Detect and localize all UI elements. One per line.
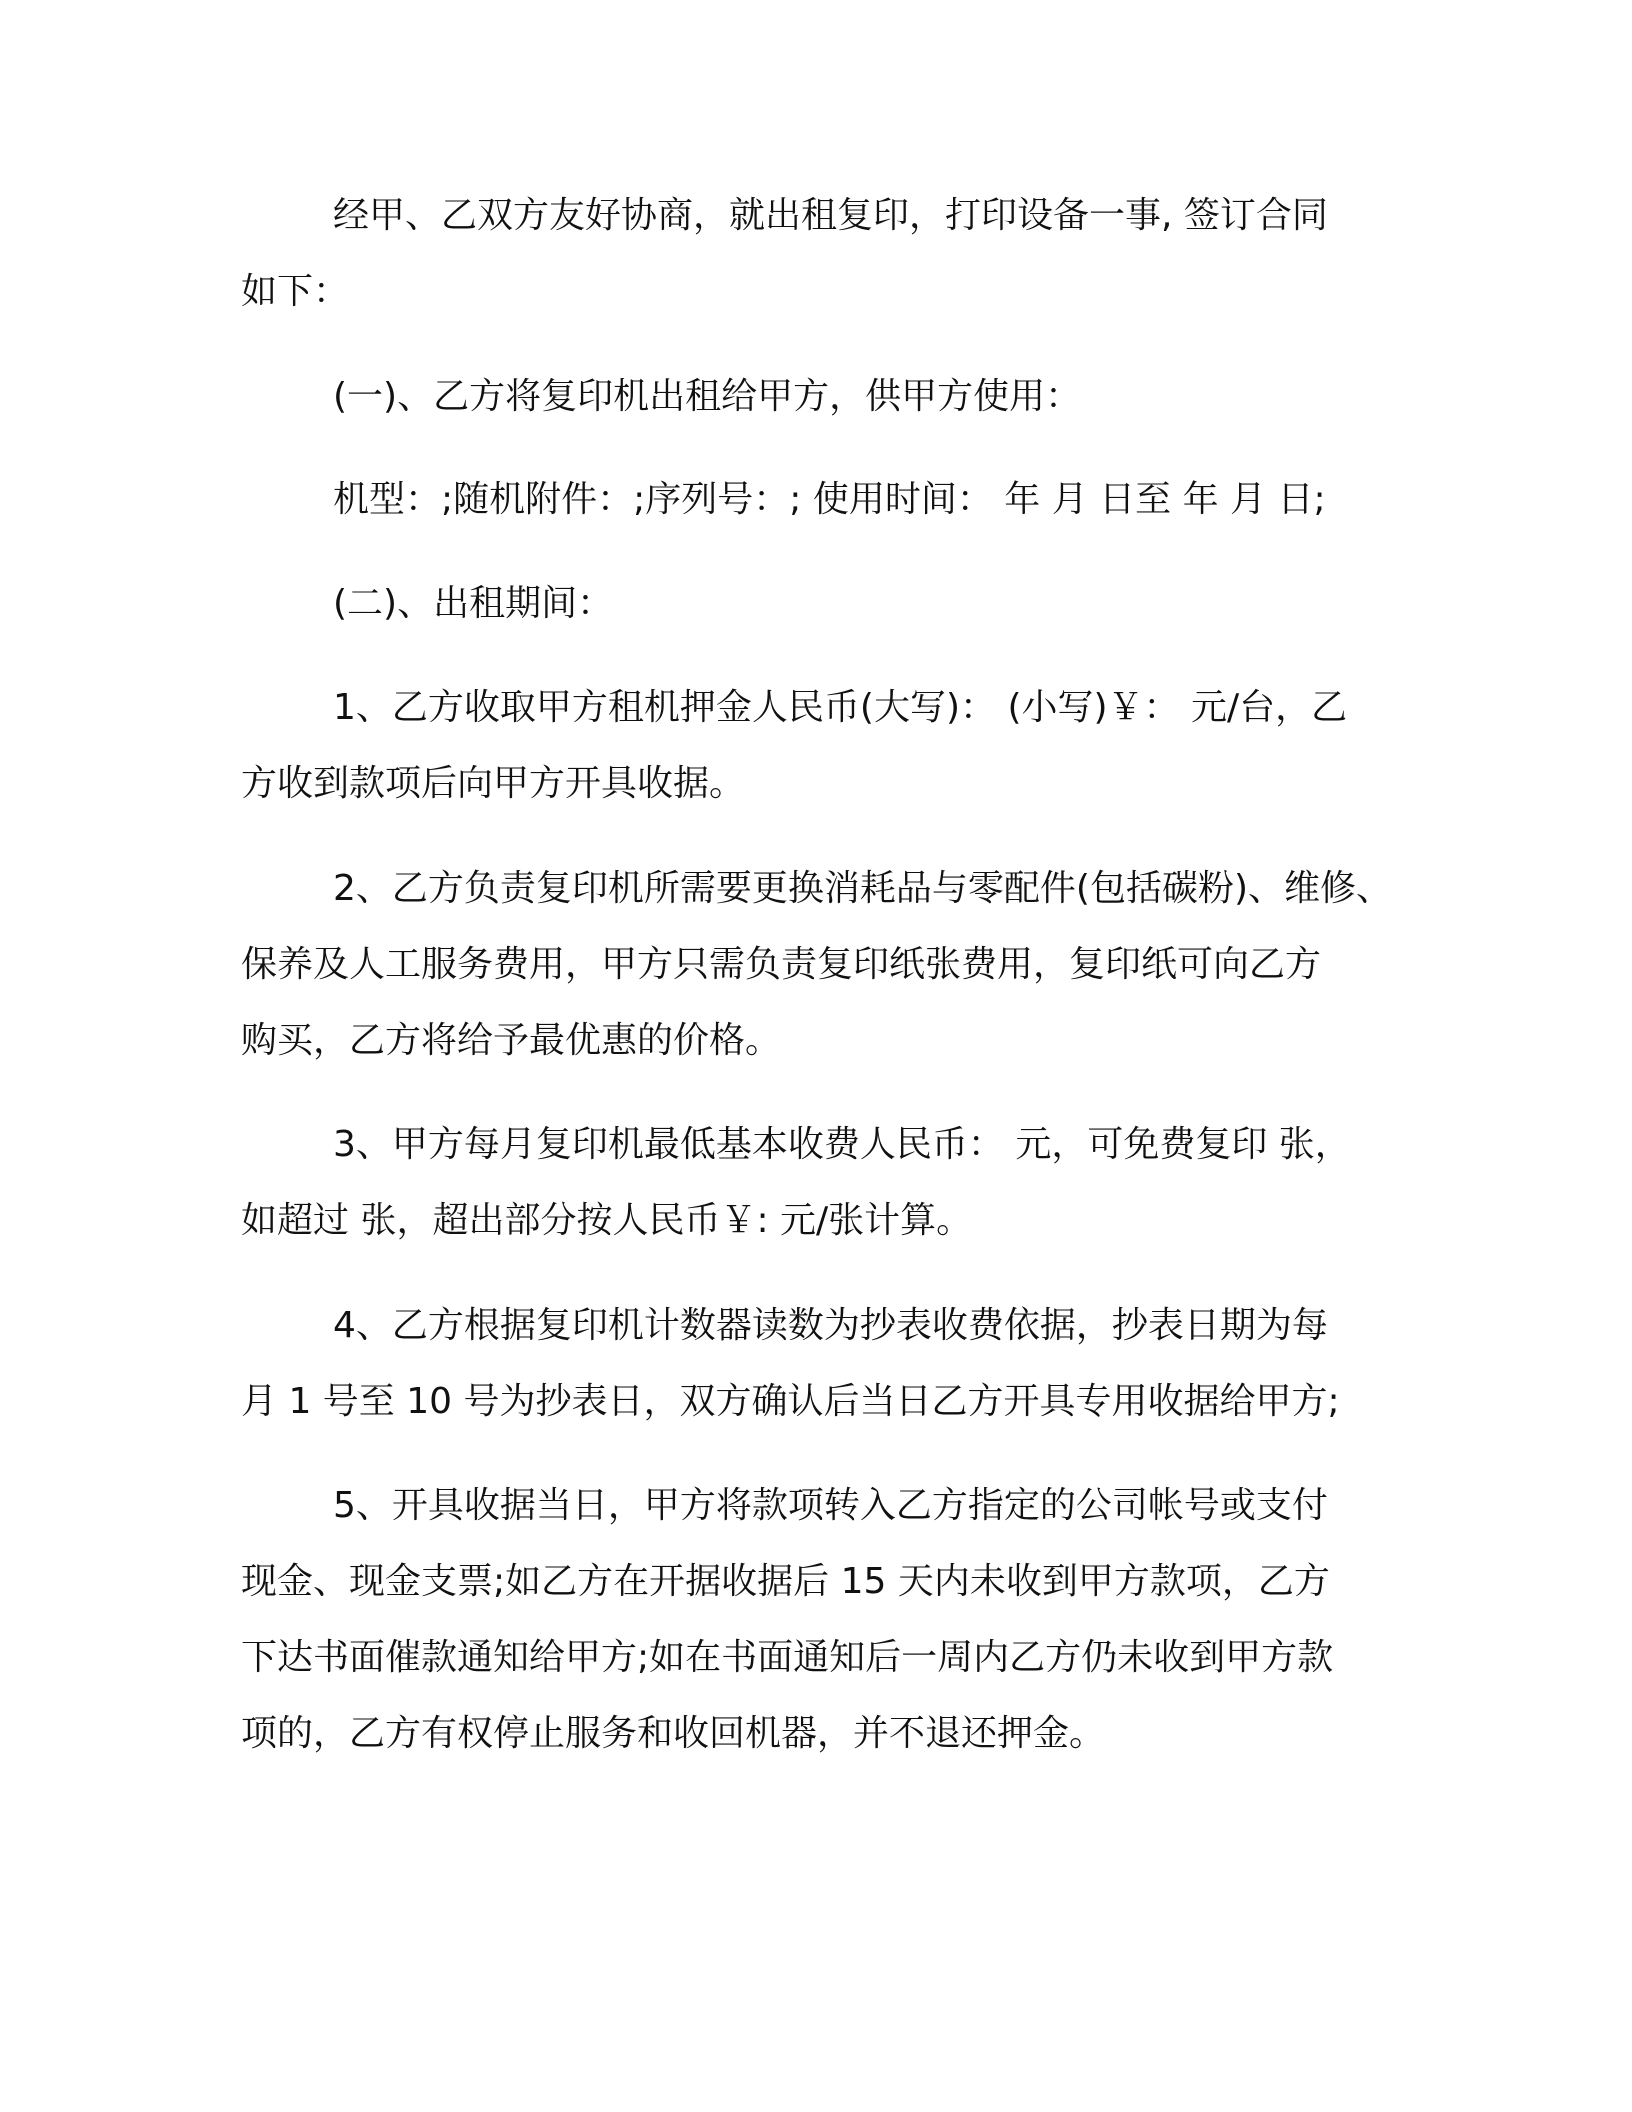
clause-2-line-2: 保养及人工服务费用，甲方只需负责复印纸张费用，复印纸可向乙方 bbox=[241, 944, 1322, 985]
clause-3-line-2: 如超过 张，超出部分按人民币￥: 元/张计算。 bbox=[241, 1200, 973, 1241]
section-1-details: 机型：;随机附件：;序列号：; 使用时间： 年 月 日至 年 月 日; bbox=[333, 479, 1326, 520]
intro-line-1: 经甲、乙双方友好协商，就出租复印，打印设备一事, 签订合同 bbox=[333, 195, 1328, 236]
clause-5-line-3: 下达书面催款通知给甲方;如在书面通知后一周内乙方仍未收到甲方款 bbox=[241, 1637, 1334, 1678]
clause-3-line-1: 3、甲方每月复印机最低基本收费人民币： 元，可免费复印 张， bbox=[333, 1124, 1351, 1165]
clause-1-line-1: 1、乙方收取甲方租机押金人民币(大写)： (小写)￥： 元/台，乙 bbox=[333, 687, 1348, 728]
section-2-heading: (二)、出租期间： bbox=[333, 583, 614, 624]
intro-line-2: 如下： bbox=[241, 271, 350, 312]
clause-5-line-1: 5、开具收据当日，甲方将款项转入乙方指定的公司帐号或支付 bbox=[333, 1485, 1328, 1526]
clause-2-line-1: 2、乙方负责复印机所需要更换消耗品与零配件(包括碳粉)、维修、 bbox=[333, 868, 1392, 909]
clause-5-line-4: 项的，乙方有权停止服务和收回机器，并不退还押金。 bbox=[241, 1713, 1106, 1754]
clause-4-line-1: 4、乙方根据复印机计数器读数为抄表收费依据，抄表日期为每 bbox=[333, 1305, 1328, 1346]
clause-1-line-2: 方收到款项后向甲方开具收据。 bbox=[241, 763, 746, 804]
clause-5-line-2: 现金、现金支票;如乙方在开据收据后 15 天内未收到甲方款项，乙方 bbox=[241, 1561, 1330, 1602]
clause-2-line-3: 购买，乙方将给予最优惠的价格。 bbox=[241, 1020, 782, 1061]
section-1-heading: (一)、乙方将复印机出租给甲方，供甲方使用： bbox=[333, 376, 1082, 417]
clause-4-line-2: 月 1 号至 10 号为抄表日，双方确认后当日乙方开具专用收据给甲方; bbox=[241, 1381, 1340, 1422]
